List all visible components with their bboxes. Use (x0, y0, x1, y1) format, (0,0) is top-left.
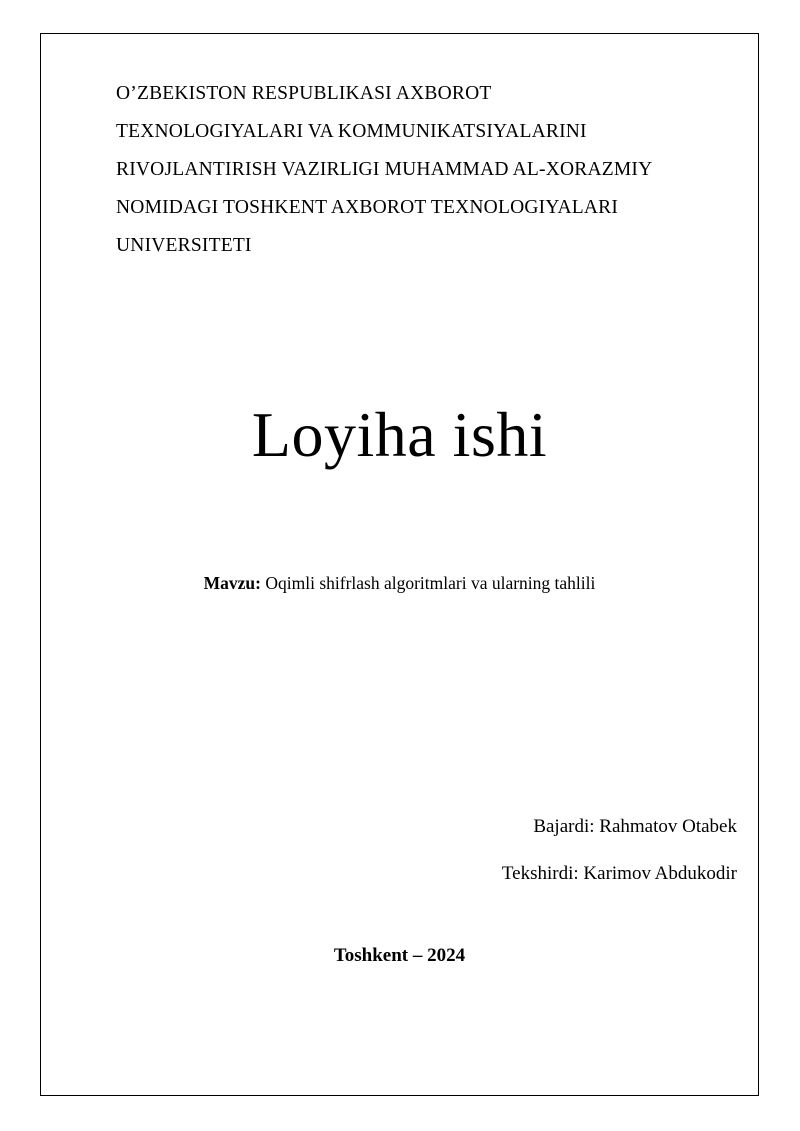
organization-line-3: RIVOJLANTIRISH VAZIRLIGI MUHAMMAD AL-XORAZMIY (116, 159, 653, 180)
author-prepared-by: Bajardi: Rahmatov Otabek (533, 816, 737, 837)
author-reviewed-by: Tekshirdi: Karimov Abdukodir (501, 863, 737, 884)
organization-line-5: UNIVERSITETI (116, 235, 252, 256)
author-block (237, 803, 737, 897)
organization-line-2: TEXNOLOGIYALARI VA KOMMUNIKATSIYALARINI (116, 121, 587, 142)
place-and-date: Toshkent – 2024 (333, 945, 466, 966)
page-content (40, 33, 759, 1096)
subject-label: Mavzu: (203, 573, 261, 593)
organization-heading (116, 75, 746, 265)
organization-line-1: O’ZBEKISTON RESPUBLIKASI AXBOROT (116, 83, 492, 104)
subject-value: Oqimli shifrlash algoritmlari va ularning tahlili (265, 573, 596, 593)
organization-line-4: NOMIDAGI TOSHKENT AXBOROT TEXNOLOGIYALARI (116, 197, 619, 218)
subject-line (40, 573, 759, 594)
document-title: Loyiha ishi (251, 399, 548, 470)
